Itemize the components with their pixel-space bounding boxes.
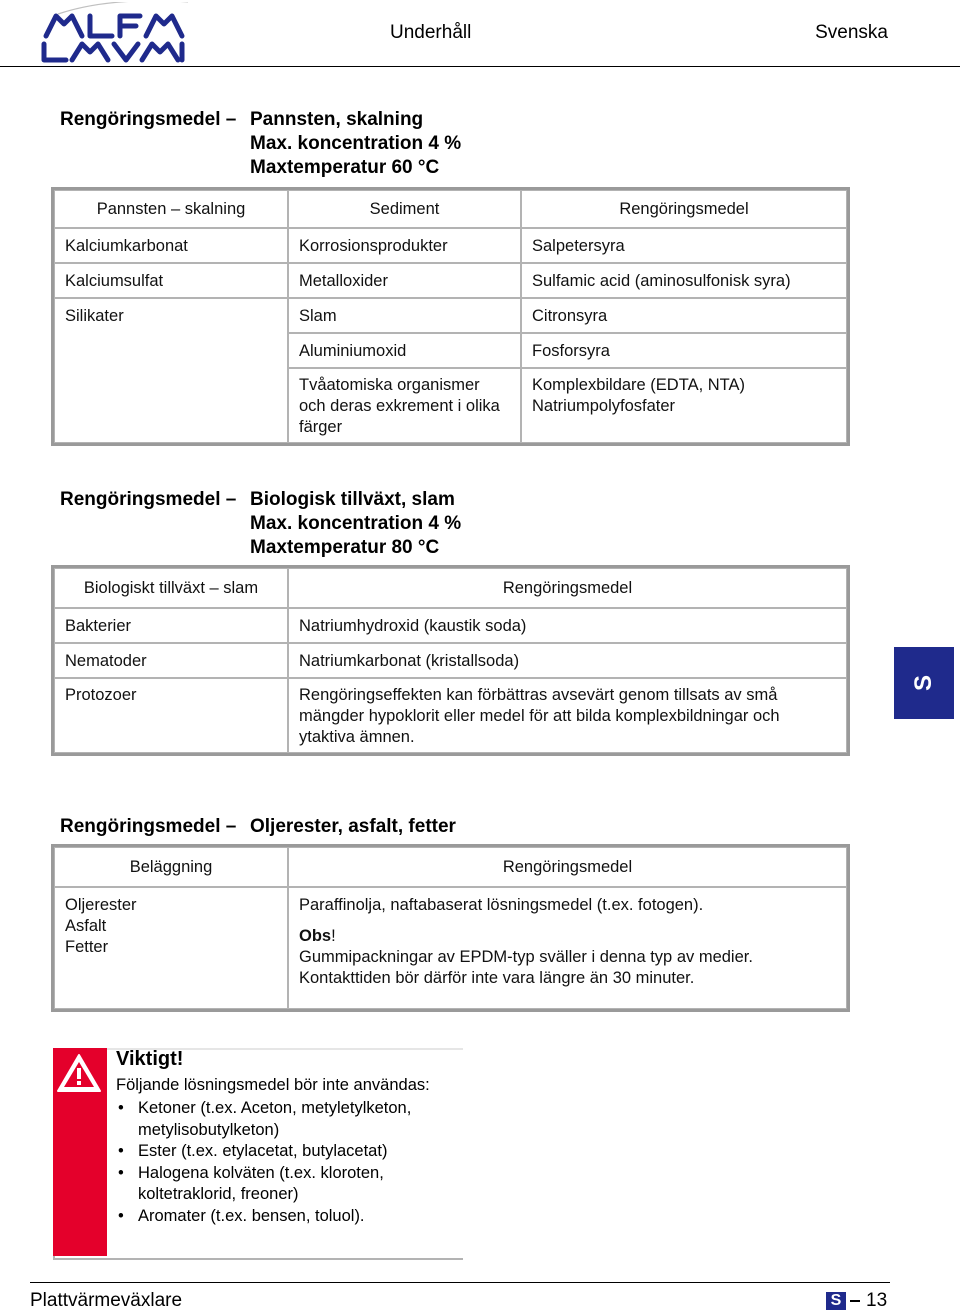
table-cell: Salpetersyra <box>521 228 847 263</box>
deposit-item: Oljerester <box>65 896 137 914</box>
table-cell: Kalciumsulfat <box>54 263 288 298</box>
table-cell: Sulfamic acid (aminosulfonisk syra) <box>521 263 847 298</box>
col-header-agent: Rengöringsmedel <box>521 190 847 228</box>
list-item: • Halogena kolväten (t.ex. kloroten, koltetraklorid, freoner) <box>116 1163 461 1206</box>
table-cell: Protozoer <box>54 678 288 753</box>
table-cell-line: Natriumpolyfosfater <box>532 397 676 415</box>
header-language: Svenska <box>815 22 888 43</box>
section1-max-conc: Max. koncentration 4 % <box>250 133 462 154</box>
warning-list <box>116 1098 461 1227</box>
obs-text: Gummipackningar av EPDM-typ sväller i denna typ av medier. Kontakttiden bör därför inte vara längre än 30 minuter. <box>299 948 753 987</box>
section3-label: Rengöringsmedel – <box>60 816 237 837</box>
table-row <box>54 608 847 643</box>
section2-label: Rengöringsmedel – <box>60 489 237 510</box>
table-cell: Rengöringseffekten kan förbättras avsevärt genom tillsats av små mängder hypoklorit eller medel för att bilda komplexbildningar och ytaktiva ämnen. <box>288 678 847 753</box>
table-row <box>54 887 847 1009</box>
scale-table <box>53 189 848 444</box>
warning-triangle-icon <box>56 1052 102 1094</box>
page-number: 13 <box>866 1290 888 1311</box>
table-cell: Kalciumkarbonat <box>54 228 288 263</box>
footer-title: Plattvärmeväxlare <box>30 1290 183 1311</box>
section2-max-conc: Max. koncentration 4 % <box>250 513 462 534</box>
table-row <box>54 228 847 263</box>
obs-note: Obs! <box>299 927 336 945</box>
deposit-item: Asfalt <box>65 917 107 935</box>
section2-max-temp: Maxtemperatur 80 °C <box>250 537 440 558</box>
biological-table <box>53 567 848 754</box>
col-header-scale: Pannsten – skalning <box>54 190 288 228</box>
section1-title: Pannsten, skalning <box>250 109 424 130</box>
table-cell: Citronsyra <box>521 298 847 333</box>
header-section-title: Underhåll <box>390 22 472 43</box>
table-cell-line: Komplexbildare (EDTA, NTA) <box>532 376 746 394</box>
table-cell: Metalloxider <box>288 263 521 298</box>
table-cell <box>288 887 847 1009</box>
section1-heading <box>60 108 461 180</box>
table-cell <box>54 887 288 1009</box>
footer-dash <box>850 1300 860 1302</box>
section2-heading <box>60 488 461 560</box>
table-cell: Nematoder <box>54 643 288 678</box>
table-cell: Korrosionsprodukter <box>288 228 521 263</box>
table-cell <box>521 368 847 443</box>
language-side-tab: S <box>894 647 954 719</box>
section2-title: Biologisk tillväxt, slam <box>250 489 455 510</box>
alfa-laval-logo <box>38 2 188 64</box>
warning-title: Viktigt! <box>116 1048 184 1070</box>
table-cell: Tvåatomiska organismer och deras exkrement i olika färger <box>288 368 521 443</box>
col-header-growth: Biologiskt tillväxt – slam <box>54 568 288 608</box>
warning-intro: Följande lösningsmedel bör inte användas: <box>116 1076 430 1094</box>
table-cell: Silikater <box>54 298 288 443</box>
section1-label: Rengöringsmedel – <box>60 109 237 130</box>
col-header-agent: Rengöringsmedel <box>288 568 847 608</box>
table-row <box>54 678 847 753</box>
table-cell: Natriumhydroxid (kaustik soda) <box>288 608 847 643</box>
table-cell: Natriumkarbonat (kristallsoda) <box>288 643 847 678</box>
table-row <box>54 298 847 333</box>
section3-heading <box>60 815 456 839</box>
table-cell: Bakterier <box>54 608 288 643</box>
section1-max-temp: Maxtemperatur 60 °C <box>250 157 440 178</box>
section3-title: Oljerester, asfalt, fetter <box>250 816 456 837</box>
oil-table <box>53 846 848 1010</box>
table-header-row <box>54 190 847 228</box>
header-rule <box>0 66 960 67</box>
col-header-agent: Rengöringsmedel <box>288 847 847 887</box>
agent-text: Paraffinolja, naftabaserat lösningsmedel (t.ex. fotogen). <box>299 896 704 914</box>
table-cell: Aluminiumoxid <box>288 333 521 368</box>
col-header-sediment: Sediment <box>288 190 521 228</box>
col-header-deposit: Beläggning <box>54 847 288 887</box>
list-item: • Ester (t.ex. etylacetat, butylacetat) <box>116 1141 461 1163</box>
deposit-item: Fetter <box>65 938 109 956</box>
footer-rule <box>30 1282 890 1283</box>
list-item: • Aromater (t.ex. bensen, toluol). <box>116 1206 461 1228</box>
table-header-row <box>54 847 847 887</box>
table-cell: Fosforsyra <box>521 333 847 368</box>
table-row <box>54 643 847 678</box>
list-item: • Ketoner (t.ex. Aceton, metyletylketon, metylisobutylketon) <box>116 1098 461 1141</box>
table-header-row <box>54 568 847 608</box>
table-cell: Slam <box>288 298 521 333</box>
footer-language-tab: S <box>826 1292 846 1310</box>
table-row <box>54 263 847 298</box>
